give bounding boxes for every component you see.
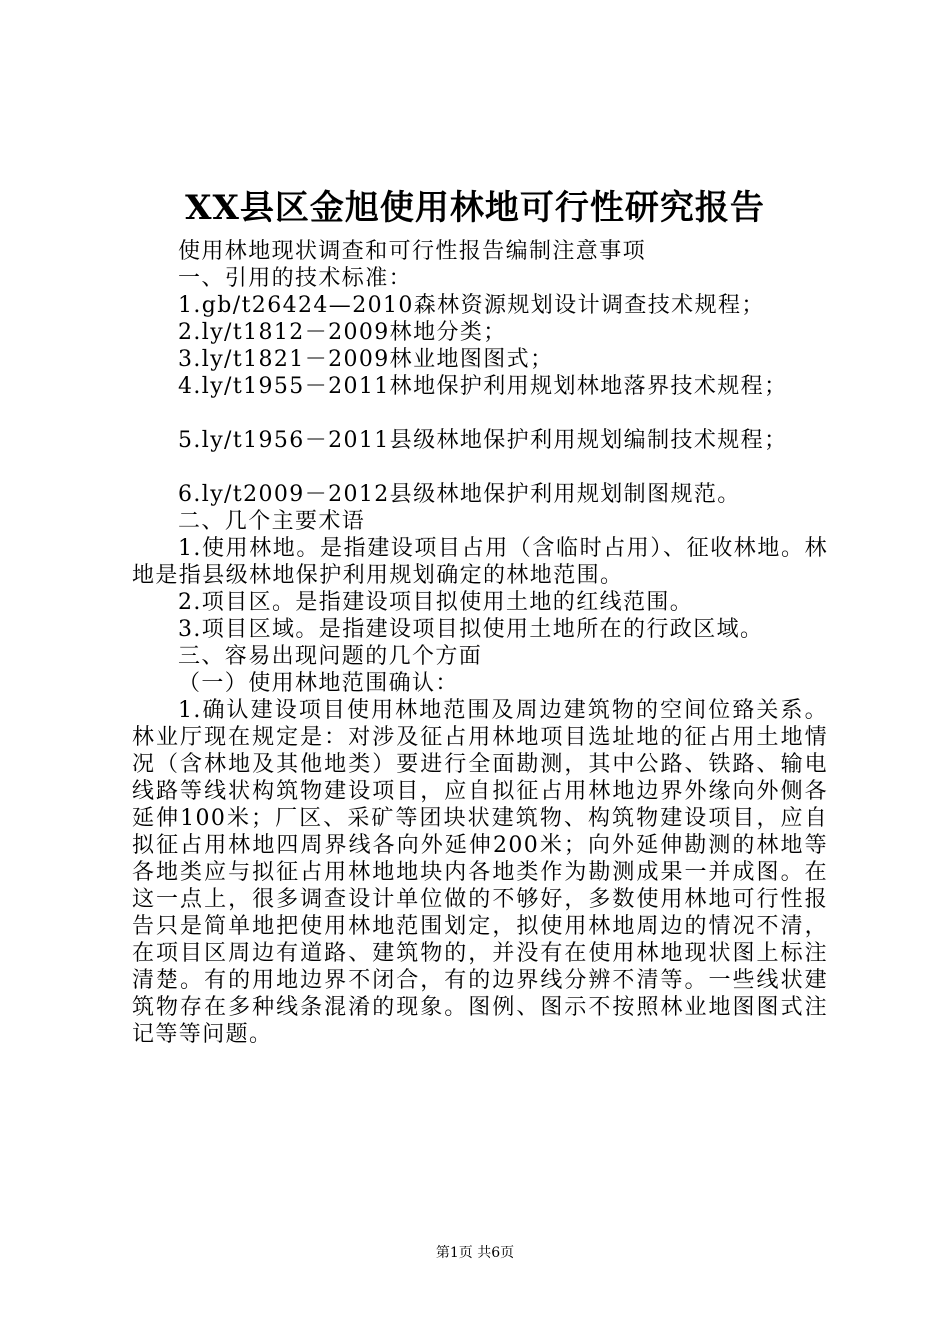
standard-item: 1.gb/t26424—2010森林资源规划设计调查技术规程； (178, 293, 765, 318)
document-title: XX县区金旭使用林地可行性研究报告 (185, 188, 765, 228)
page-number: 第1页 共6页 (435, 1245, 515, 1261)
section-heading-standards: 一、引用的技术标准： (178, 266, 413, 291)
standard-item: 6.ly/t2009－2012县级林地保护利用规划制图规范。 (178, 482, 741, 507)
subsection-heading: （一）使用林地范围确认： (178, 671, 459, 696)
section-heading-terms: 二、几个主要术语 (178, 509, 366, 534)
standard-item: 2.ly/t1812－2009林地分类； (178, 320, 507, 345)
standard-item: 4.ly/t1955－2011林地保护利用规划林地落界技术规程； (178, 374, 788, 399)
standard-item: 3.ly/t1821－2009林业地图图式； (178, 347, 554, 372)
term-item: 3.项目区域。是指建设项目拟使用土地所在的行政区域。 (178, 617, 764, 642)
subtitle: 使用林地现状调查和可行性报告编制注意事项 (178, 239, 647, 264)
document-body (132, 238, 828, 1048)
term-item: 2.项目区。是指建设项目拟使用土地的红线范围。 (178, 590, 694, 615)
body-paragraph: 1.确认建设项目使用林地范围及周边建筑物的空间位臵关系。林业厅现在规定是：对涉及征占用林地项目选址地的征占用土地情况（含林地及其他地类）要进行全面勘测，其中公路、铁路、输电线路等线状构筑物建设项目，应自拟征占用林地边界外缘向外侧各延伸100米；厂区、采矿等团块状建筑物、构筑物建设项目，应自拟征占用林地四周界线各向外延伸200米；向外延伸勘测的林地等各地类应与拟征占用林地地块内各地类作为勘测成果一并成图。在这一点上，很多调查设计单位做的不够好，多数使用林地可行性报告只是简单地把使用林地范围划定，拟使用林地周边的情况不清，在项目区周边有道路、建筑物的，并没有在使用林地现状图上标注清楚。有的用地边界不闭合，有的边界线分辨不清等。一些线状建筑物存在多种线条混淆的现象。图例、图示不按照林业地图图式注记等等问题。 (132, 698, 828, 1047)
term-item: 1.使用林地。是指建设项目占用（含临时占用）、征收林地。林地是指县级林地保护利用规划确定的林地范围。 (132, 536, 828, 588)
standard-item: 5.ly/t1956－2011县级林地保护利用规划编制技术规程； (178, 428, 788, 453)
section-heading-issues: 三、容易出现问题的几个方面 (178, 644, 483, 669)
